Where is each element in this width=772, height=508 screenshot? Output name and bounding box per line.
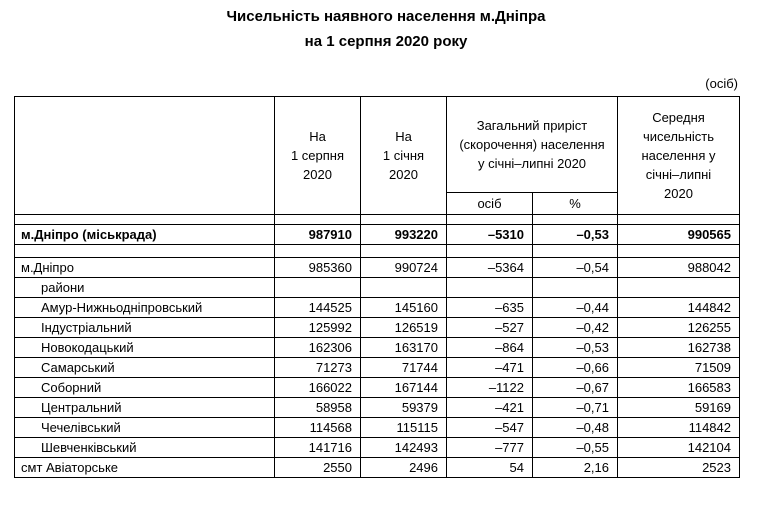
value-aug: 58958 bbox=[275, 398, 361, 418]
table-row bbox=[15, 458, 740, 478]
value-avg: 988042 bbox=[618, 258, 740, 278]
row-name: Самарський bbox=[15, 358, 275, 378]
table-row bbox=[15, 358, 740, 378]
table-row bbox=[15, 438, 740, 458]
value-growth: –1122 bbox=[447, 378, 533, 398]
table-row bbox=[15, 258, 740, 278]
value-pct: –0,44 bbox=[533, 298, 618, 318]
title-line-2: на 1 серпня 2020 року bbox=[304, 33, 468, 50]
value-jan: 145160 bbox=[361, 298, 447, 318]
value-growth: 54 bbox=[447, 458, 533, 478]
value-jan: 163170 bbox=[361, 338, 447, 358]
header-percent: % bbox=[533, 193, 618, 215]
value-avg: 144842 bbox=[618, 298, 740, 318]
table-row bbox=[15, 418, 740, 438]
value-aug: 166022 bbox=[275, 378, 361, 398]
value-jan: 990724 bbox=[361, 258, 447, 278]
value-pct: –0,54 bbox=[533, 258, 618, 278]
title-line-1: Чисельність наявного населення м.Дніпра bbox=[226, 8, 546, 25]
value-aug: 985360 bbox=[275, 258, 361, 278]
row-name: м.Дніпро (міськрада) bbox=[15, 225, 275, 245]
header-persons: осіб bbox=[447, 193, 533, 215]
value-aug: 71273 bbox=[275, 358, 361, 378]
table-row bbox=[15, 318, 740, 338]
units-label: (осіб) bbox=[705, 76, 738, 91]
row-name: Соборний bbox=[15, 378, 275, 398]
value-avg: 126255 bbox=[618, 318, 740, 338]
value-avg: 59169 bbox=[618, 398, 740, 418]
table-row bbox=[15, 338, 740, 358]
header-avg: Середня чисельність населення у січні–липні 2020 bbox=[618, 97, 740, 215]
row-name: Індустріальний bbox=[15, 318, 275, 338]
value-pct: –0,53 bbox=[533, 338, 618, 358]
table-row bbox=[15, 278, 740, 298]
value-growth: –635 bbox=[447, 298, 533, 318]
table-row bbox=[15, 398, 740, 418]
value-growth: –547 bbox=[447, 418, 533, 438]
districts-label: райони bbox=[15, 278, 275, 298]
value-jan: 142493 bbox=[361, 438, 447, 458]
value-aug: 144525 bbox=[275, 298, 361, 318]
value-avg: 166583 bbox=[618, 378, 740, 398]
table-row bbox=[15, 225, 740, 245]
value-growth: –777 bbox=[447, 438, 533, 458]
value-jan: 167144 bbox=[361, 378, 447, 398]
value-avg: 71509 bbox=[618, 358, 740, 378]
value-growth: –471 bbox=[447, 358, 533, 378]
row-name: Чечелівський bbox=[15, 418, 275, 438]
value-pct: –0,71 bbox=[533, 398, 618, 418]
value-jan: 115115 bbox=[361, 418, 447, 438]
population-table bbox=[14, 96, 740, 478]
row-name: Амур-Нижньодніпровський bbox=[15, 298, 275, 318]
value-aug: 2550 bbox=[275, 458, 361, 478]
value-aug: 162306 bbox=[275, 338, 361, 358]
value-aug: 125992 bbox=[275, 318, 361, 338]
value-pct: –0,67 bbox=[533, 378, 618, 398]
value-pct: –0,66 bbox=[533, 358, 618, 378]
row-name: Шевченківський bbox=[15, 438, 275, 458]
value-pct: –0,55 bbox=[533, 438, 618, 458]
value-jan: 126519 bbox=[361, 318, 447, 338]
value-pct: –0,48 bbox=[533, 418, 618, 438]
value-pct: 2,16 bbox=[533, 458, 618, 478]
value-aug: 141716 bbox=[275, 438, 361, 458]
header-growth: Загальний приріст (скорочення) населення у січні–липні 2020 bbox=[447, 97, 618, 193]
value-pct: –0,53 bbox=[533, 225, 618, 245]
value-avg: 162738 bbox=[618, 338, 740, 358]
value-growth: –5364 bbox=[447, 258, 533, 278]
value-jan: 2496 bbox=[361, 458, 447, 478]
row-name: Новокодацький bbox=[15, 338, 275, 358]
value-aug: 114568 bbox=[275, 418, 361, 438]
value-pct: –0,42 bbox=[533, 318, 618, 338]
row-name: смт Авіаторське bbox=[15, 458, 275, 478]
value-jan: 71744 bbox=[361, 358, 447, 378]
value-avg: 2523 bbox=[618, 458, 740, 478]
table-row bbox=[15, 378, 740, 398]
value-jan: 59379 bbox=[361, 398, 447, 418]
table-row bbox=[15, 298, 740, 318]
value-avg: 142104 bbox=[618, 438, 740, 458]
header-aug: На 1 серпня 2020 bbox=[275, 97, 361, 215]
value-growth: –864 bbox=[447, 338, 533, 358]
header-name bbox=[15, 97, 275, 215]
value-jan: 993220 bbox=[361, 225, 447, 245]
row-name: м.Дніпро bbox=[15, 258, 275, 278]
value-aug: 987910 bbox=[275, 225, 361, 245]
row-name: Центральний bbox=[15, 398, 275, 418]
value-avg: 114842 bbox=[618, 418, 740, 438]
header-jan: На 1 січня 2020 bbox=[361, 97, 447, 215]
value-growth: –5310 bbox=[447, 225, 533, 245]
value-growth: –421 bbox=[447, 398, 533, 418]
value-avg: 990565 bbox=[618, 225, 740, 245]
value-growth: –527 bbox=[447, 318, 533, 338]
